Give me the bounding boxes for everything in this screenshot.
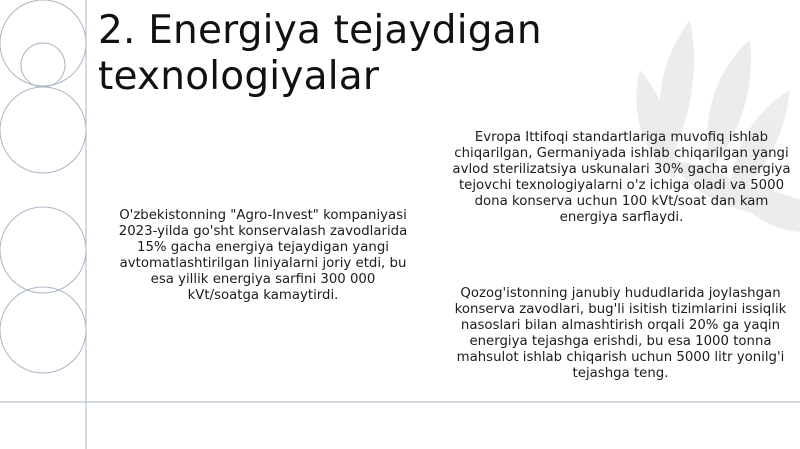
paragraph-agro-invest: O'zbekistonning "Agro-Invest" kompaniyasi 2023-yilda go'sht konservalash zavodlarida 15% gacha energiya tejaydigan yangi avtomatlashtirilgan liniyalarni joriy etdi, bu esa yillik energiya sarfini 300 000 kVt/soatga kamaytirdi. xyxy=(118,208,408,303)
deco-circle-small xyxy=(21,43,65,87)
deco-circle-lower xyxy=(0,207,86,293)
title-line-1: 2. Energiya tejaydigan xyxy=(98,8,542,53)
paragraph-kazakhstan: Qozog'istonning janubiy hududlarida joylashgan konserva zavodlari, bug'li isitish tizimlarini issiqlik nasoslari bilan almashtirish orqali 20% ga yaqin energiya tejashga erishdi, bu esa 1000 tonna mahsulot ishlab chiqarish uchun 5000 litr yonilg'i tejashga teng. xyxy=(454,286,787,381)
deco-circle-bottom xyxy=(0,287,86,373)
paragraph-eu-standards: Evropa Ittifoqi standartlariga muvofiq ishlab chiqarilgan, Germaniyada ishlab chiqarilgan yangi avlod sterilizatsiya uskunalari 30% gacha energiya tejovchi texnologiyalarni o'z ichiga oladi va 5000 dona konserva uchun 100 kVt/soat dan kam energiya sarflaydi. xyxy=(452,130,791,225)
title-line-2: texnologiyalar xyxy=(98,54,380,99)
slide-title xyxy=(98,8,542,100)
deco-circle-mid xyxy=(0,87,86,173)
